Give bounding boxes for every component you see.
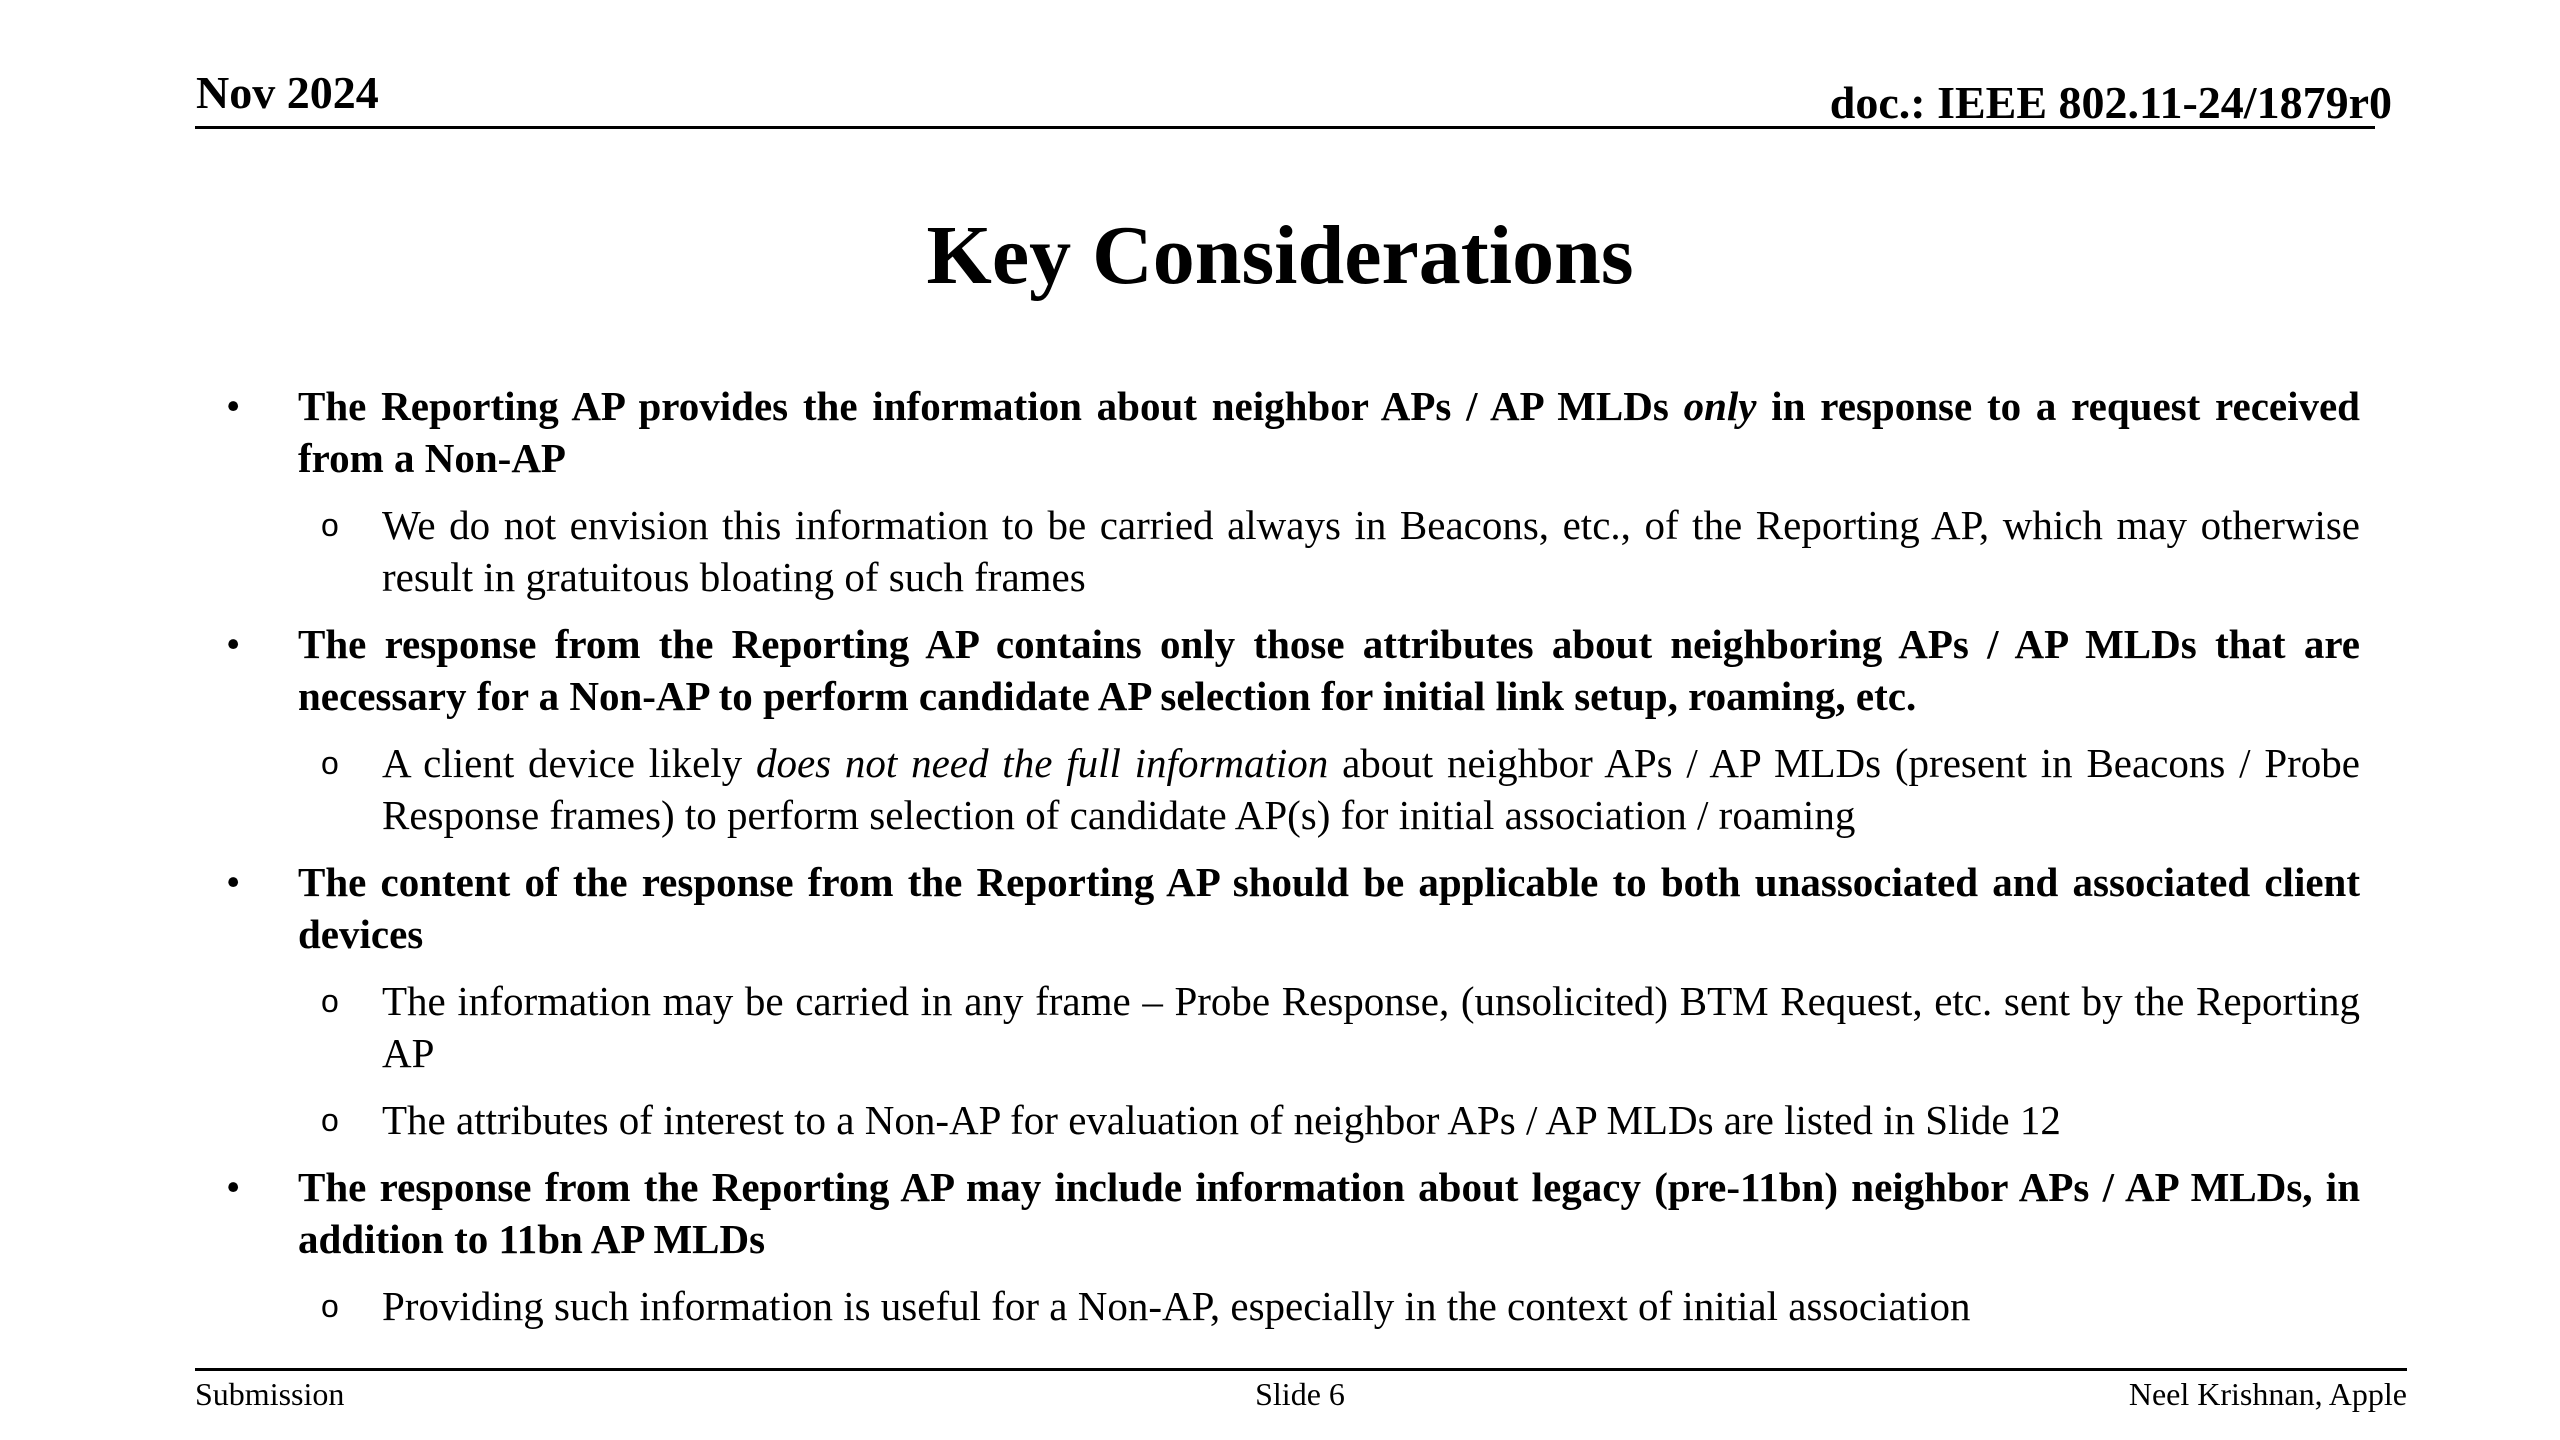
bullet-text: The Reporting AP provides the information about neighbor APs / AP MLDs bbox=[298, 383, 1684, 429]
header-divider bbox=[195, 126, 2375, 129]
sub-bullet-glyph: o bbox=[321, 983, 339, 1019]
footer-author: Neel Krishnan, Apple bbox=[2128, 1376, 2407, 1412]
sub-bullet-text: The information may be carried in any frame – Probe Response, (unsolicited) BTM Request, etc. sent by the Reporting AP bbox=[382, 978, 2360, 1076]
sub-bullet-text: The attributes of interest to a Non-AP for evaluation of neighbor APs / AP MLDs are listed in Slide 12 bbox=[382, 1097, 2061, 1143]
sub-bullet-text: about neighbor APs / AP MLDs (present in Beacons / Probe Response frames) to perform selection of candidate AP(s) for initial association / roaming bbox=[382, 740, 2360, 838]
bullet-item bbox=[220, 856, 2360, 960]
sub-bullet-text: Providing such information is useful for a Non-AP, especially in the context of initial association bbox=[382, 1283, 1971, 1329]
sub-bullet-item bbox=[220, 1094, 2360, 1146]
bullet-text-italic: only bbox=[1683, 383, 1757, 429]
header-doc-number: doc.: IEEE 802.11-24/1879r0 bbox=[1829, 77, 2392, 128]
sub-bullet-item bbox=[220, 499, 2360, 603]
slide-body bbox=[220, 380, 2360, 1347]
sub-bullet-text-italic: does not need the full information bbox=[755, 740, 1329, 786]
bullet-item bbox=[220, 380, 2360, 484]
bullet-text: The content of the response from the Reporting AP should be applicable to both unassociated and associated client devices bbox=[298, 859, 2360, 957]
bullet-glyph: • bbox=[226, 859, 241, 905]
sub-bullet-glyph: o bbox=[321, 1288, 339, 1324]
sub-bullet-item bbox=[220, 975, 2360, 1079]
footer-slide-number: Slide 6 bbox=[1255, 1376, 1345, 1412]
slide-title: Key Considerations bbox=[926, 209, 1634, 302]
bullet-item bbox=[220, 618, 2360, 722]
bullet-glyph: • bbox=[226, 1164, 241, 1210]
bullet-glyph: • bbox=[226, 383, 241, 429]
bullet-item bbox=[220, 1161, 2360, 1265]
sub-bullet-glyph: o bbox=[321, 507, 339, 543]
sub-bullet-glyph: o bbox=[321, 745, 339, 781]
bullet-glyph: • bbox=[226, 621, 241, 667]
bullet-text: The response from the Reporting AP contains only those attributes about neighboring APs / AP MLDs that are necessary for a Non-AP to perform candidate AP selection for initial link setup, roaming, etc. bbox=[298, 621, 2360, 719]
sub-bullet-text: A client device likely bbox=[382, 740, 756, 786]
footer-submission: Submission bbox=[195, 1376, 345, 1412]
bullet-text: in response to a request received from a Non-AP bbox=[298, 383, 2360, 481]
sub-bullet-item bbox=[220, 1280, 2360, 1332]
header-date: Nov 2024 bbox=[196, 67, 379, 118]
sub-bullet-text: We do not envision this information to be carried always in Beacons, etc., of the Reporting AP, which may otherwise result in gratuitous bloating of such frames bbox=[382, 502, 2360, 600]
sub-bullet-glyph: o bbox=[321, 1102, 339, 1138]
bullet-text: The response from the Reporting AP may include information about legacy (pre-11bn) neighbor APs / AP MLDs, in addition to 11bn AP MLDs bbox=[298, 1164, 2360, 1262]
sub-bullet-item bbox=[220, 737, 2360, 841]
footer-divider bbox=[195, 1368, 2407, 1371]
